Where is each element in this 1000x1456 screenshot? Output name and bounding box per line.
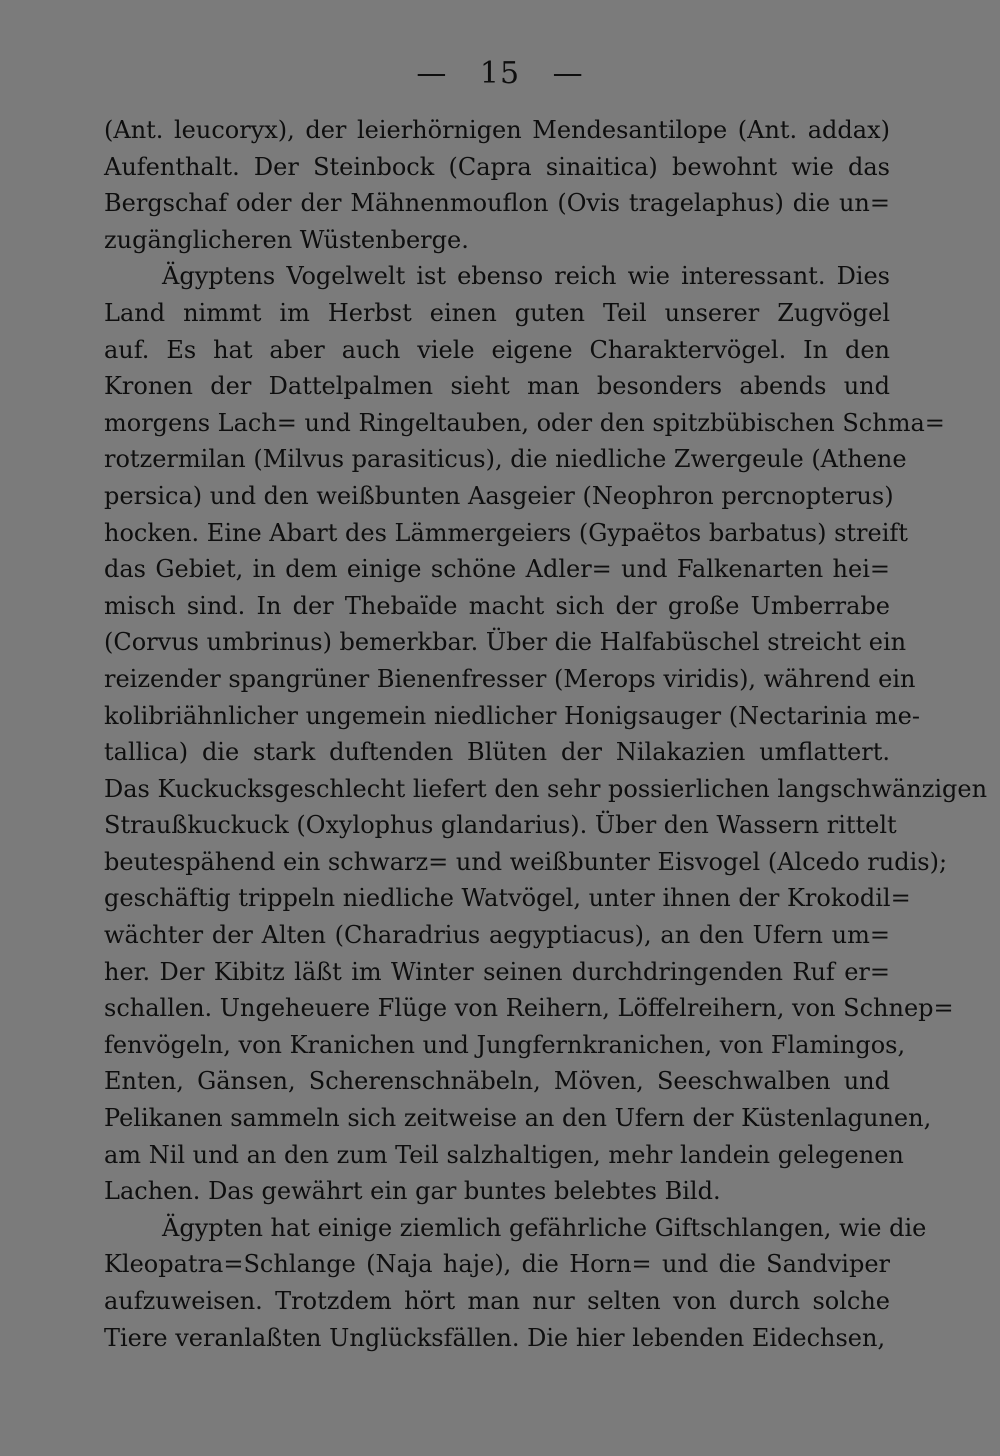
text-line: misch sind. In der Thebaïde macht sich der große Umberrabe bbox=[104, 591, 890, 620]
text-line: auf. Es hat aber auch viele eigene Charaktervögel. In den bbox=[104, 335, 890, 364]
text-line: Enten, Gänsen, Scherenschnäbeln, Möven, Seeschwalben und bbox=[104, 1067, 890, 1096]
text-line: Kronen der Dattelpalmen sieht man besonders abends und bbox=[104, 372, 890, 401]
text-line: morgens Lach= und Ringeltauben, oder den spitzbübischen Schma= bbox=[104, 408, 945, 437]
text-line: Das Kuckucksgeschlecht liefert den sehr possierlichen langschwänzigen bbox=[104, 774, 988, 803]
text-line: (Ant. leucoryx), der leierhörnigen Mendesantilope (Ant. addax) bbox=[104, 116, 890, 144]
text-line: zugänglicheren Wüstenberge. bbox=[104, 225, 469, 254]
text-line: Lachen. Das gewährt ein gar buntes belebtes Bild. bbox=[104, 1177, 721, 1206]
header-dash-right: — bbox=[552, 56, 584, 91]
text-line: wächter der Alten (Charadrius aegyptiacus), an den Ufern um= bbox=[104, 921, 890, 950]
page-number: 15 bbox=[479, 56, 521, 91]
paragraph bbox=[104, 1210, 927, 1356]
text-line: hocken. Eine Abart des Lämmergeiers (Gypaëtos barbatus) streift bbox=[104, 518, 908, 547]
text-line: (Corvus umbrinus) bemerkbar. Über die Halfabüschel streicht ein bbox=[104, 628, 907, 657]
text-line: her. Der Kibitz läßt im Winter seinen durchdringenden Ruf er= bbox=[104, 957, 890, 986]
page-header bbox=[0, 54, 1000, 94]
text-line: Pelikanen sammeln sich zeitweise an den Ufern der Küstenlagunen, bbox=[104, 1104, 932, 1133]
text-line: schallen. Ungeheuere Flüge von Reihern, Löffelreihern, von Schnep= bbox=[104, 994, 954, 1023]
text-line: Ägypten hat einige ziemlich gefährliche Giftschlangen, wie die bbox=[162, 1213, 927, 1242]
body-text bbox=[104, 112, 988, 1356]
paragraph bbox=[104, 112, 890, 258]
text-line: geschäftig trippeln niedliche Watvögel, unter ihnen der Krokodil= bbox=[104, 884, 911, 913]
paragraph bbox=[104, 258, 988, 1209]
text-line: Bergschaf oder der Mähnenmouflon (Ovis tragelaphus) die un= bbox=[104, 189, 890, 218]
text-line: aufzuweisen. Trotzdem hört man nur selten von durch solche bbox=[104, 1287, 890, 1315]
text-line: Straußkuckuck (Oxylophus glandarius). Über den Wassern rittelt bbox=[104, 811, 897, 840]
text-line: reizender spangrüner Bienenfresser (Merops viridis), während ein bbox=[104, 664, 916, 693]
text-line: Ägyptens Vogelwelt ist ebenso reich wie interessant. Dies bbox=[162, 262, 890, 291]
text-line: rotzermilan (Milvus parasiticus), die niedliche Zwergeule (Athene bbox=[104, 445, 907, 474]
text-line: beutespähend ein schwarz= und weißbunter Eisvogel (Alcedo rudis); bbox=[104, 847, 948, 876]
text-line: Kleopatra=Schlange (Naja haje), die Horn= und die Sandviper bbox=[104, 1250, 890, 1279]
text-line: kolibriähnlicher ungemein niedlicher Honigsauger (Nectarinia me- bbox=[104, 701, 920, 730]
text-line: am Nil und an den zum Teil salzhaltigen, mehr landein gelegenen bbox=[104, 1140, 904, 1169]
text-line: das Gebiet, in dem einige schöne Adler= und Falkenarten hei= bbox=[104, 555, 890, 584]
text-line: tallica) die stark duftenden Blüten der Nilakazien umflattert. bbox=[104, 738, 890, 767]
text-line: persica) und den weißbunten Aasgeier (Neophron percnopterus) bbox=[104, 481, 894, 510]
header-dash-left: — bbox=[416, 56, 448, 91]
text-line: Tiere veranlaßten Unglücksfällen. Die hier lebenden Eidechsen, bbox=[104, 1323, 886, 1352]
text-line: Aufenthalt. Der Steinbock (Capra sinaitica) bewohnt wie das bbox=[104, 152, 890, 181]
text-line: fenvögeln, von Kranichen und Jungfernkranichen, von Flamingos, bbox=[104, 1030, 906, 1059]
text-line: Land nimmt im Herbst einen guten Teil unserer Zugvögel bbox=[104, 298, 890, 327]
